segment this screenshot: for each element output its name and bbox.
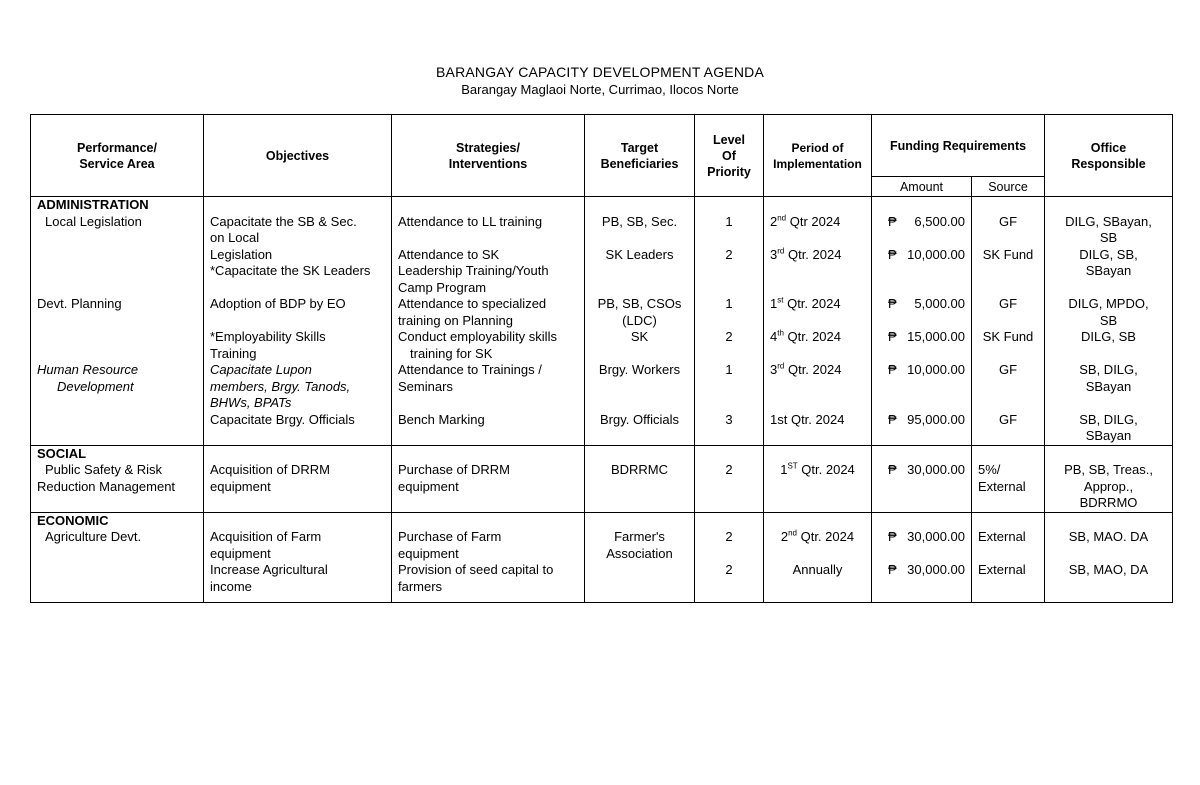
table-row bbox=[31, 562, 1173, 603]
area-cell bbox=[31, 412, 204, 446]
target-cell: Brgy. Officials bbox=[585, 412, 695, 446]
strategy-cell: Attendance to Trainings / Seminars bbox=[392, 362, 585, 412]
section-social: SOCIAL bbox=[37, 445, 87, 461]
area-cell: Devt. Planning bbox=[31, 296, 204, 329]
header-performance: Performance/ Service Area bbox=[31, 115, 204, 197]
priority-cell: 2 bbox=[695, 562, 764, 603]
priority-cell: 2 bbox=[695, 247, 764, 297]
objective-cell: *Employability Skills Training bbox=[204, 329, 392, 362]
office-cell: DILG, SB bbox=[1045, 329, 1173, 362]
priority-cell: 1 bbox=[695, 296, 764, 329]
section-administration: ADMINISTRATION bbox=[37, 197, 149, 212]
target-cell: PB, SB, CSOs (LDC) bbox=[585, 296, 695, 329]
header-period: Period of Implementation bbox=[764, 115, 872, 197]
objective-cell: Acquisition of Farm equipment bbox=[204, 512, 392, 562]
office-cell: DILG, SBayan, SB bbox=[1045, 197, 1173, 247]
table-row bbox=[31, 512, 1173, 562]
header-amount: Amount bbox=[872, 177, 972, 197]
period-cell: 2nd Qtr. 2024 bbox=[764, 512, 872, 562]
document-header bbox=[0, 64, 1200, 97]
source-cell: External bbox=[972, 562, 1045, 603]
amount-cell: ₱ 30,000.00 bbox=[872, 445, 972, 512]
target-cell: SK Leaders bbox=[585, 247, 695, 297]
office-cell: DILG, MPDO, SB bbox=[1045, 296, 1173, 329]
strategy-cell: Bench Marking bbox=[392, 412, 585, 446]
area-cell: ECONOMIC Agriculture Devt. bbox=[31, 512, 204, 562]
agenda-table bbox=[30, 114, 1173, 603]
area-cell: ADMINISTRATION Local Legislation bbox=[31, 197, 204, 247]
priority-cell: 3 bbox=[695, 412, 764, 446]
objective-cell: Acquisition of DRRM equipment bbox=[204, 445, 392, 512]
office-cell: SB, DILG, SBayan bbox=[1045, 412, 1173, 446]
priority-cell: 2 bbox=[695, 445, 764, 512]
office-cell: PB, SB, Treas., Approp., BDRRMO bbox=[1045, 445, 1173, 512]
amount-cell: ₱ 5,000.00 bbox=[872, 296, 972, 329]
amount-cell: ₱ 10,000.00 bbox=[872, 362, 972, 412]
strategy-cell: Attendance to LL training bbox=[392, 197, 585, 247]
header-priority: Level Of Priority bbox=[695, 115, 764, 197]
area-cell bbox=[31, 329, 204, 362]
period-cell: 3rd Qtr. 2024 bbox=[764, 362, 872, 412]
objective-cell: Capacitate Brgy. Officials bbox=[204, 412, 392, 446]
period-cell: 4th Qtr. 2024 bbox=[764, 329, 872, 362]
objective-cell: Capacitate Lupon members, Brgy. Tanods, BHWs, BPATs bbox=[204, 362, 392, 412]
table-row bbox=[31, 247, 1173, 297]
table-row bbox=[31, 445, 1173, 512]
amount-cell: ₱ 10,000.00 bbox=[872, 247, 972, 297]
period-cell: Annually bbox=[764, 562, 872, 603]
objective-cell: Increase Agricultural income bbox=[204, 562, 392, 603]
office-cell: SB, MAO. DA bbox=[1045, 512, 1173, 562]
table-row bbox=[31, 197, 1173, 247]
priority-cell: 2 bbox=[695, 512, 764, 562]
document-subtitle: Barangay Maglaoi Norte, Currimao, Ilocos Norte bbox=[461, 82, 739, 97]
area-cell: SOCIAL Public Safety & Risk Reduction Management bbox=[31, 445, 204, 512]
amount-cell: ₱ 30,000.00 bbox=[872, 562, 972, 603]
amount-cell: ₱ 30,000.00 bbox=[872, 512, 972, 562]
strategy-cell: Attendance to SK Leadership Training/Youth Camp Program bbox=[392, 247, 585, 297]
target-cell: Brgy. Workers bbox=[585, 362, 695, 412]
office-cell: SB, DILG, SBayan bbox=[1045, 362, 1173, 412]
target-cell: PB, SB, Sec. bbox=[585, 197, 695, 247]
strategy-cell: Attendance to specialized training on Planning bbox=[392, 296, 585, 329]
target-cell: Farmer's Association bbox=[585, 512, 695, 562]
source-cell: GF bbox=[972, 362, 1045, 412]
header-target: Target Beneficiaries bbox=[585, 115, 695, 197]
source-cell: SK Fund bbox=[972, 247, 1045, 297]
strategy-cell: Purchase of DRRM equipment bbox=[392, 445, 585, 512]
period-cell: 3rd Qtr. 2024 bbox=[764, 247, 872, 297]
source-cell: GF bbox=[972, 296, 1045, 329]
table-row bbox=[31, 362, 1173, 412]
strategy-cell: Purchase of Farm equipment bbox=[392, 512, 585, 562]
office-cell: SB, MAO, DA bbox=[1045, 562, 1173, 603]
target-cell bbox=[585, 562, 695, 603]
area-cell bbox=[31, 247, 204, 297]
section-economic: ECONOMIC bbox=[37, 512, 109, 528]
header-office: Office Responsible bbox=[1045, 115, 1173, 197]
amount-cell: ₱ 15,000.00 bbox=[872, 329, 972, 362]
strategy-cell: Provision of seed capital to farmers bbox=[392, 562, 585, 603]
priority-cell: 1 bbox=[695, 362, 764, 412]
period-cell: 1ST Qtr. 2024 bbox=[764, 445, 872, 512]
office-cell: DILG, SB, SBayan bbox=[1045, 247, 1173, 297]
source-cell: GF bbox=[972, 412, 1045, 446]
priority-cell: 2 bbox=[695, 329, 764, 362]
source-cell: GF bbox=[972, 197, 1045, 247]
target-cell: BDRRMC bbox=[585, 445, 695, 512]
table-row bbox=[31, 296, 1173, 329]
period-cell: 2nd Qtr 2024 bbox=[764, 197, 872, 247]
header-funding: Funding Requirements bbox=[872, 115, 1045, 177]
amount-cell: ₱ 95,000.00 bbox=[872, 412, 972, 446]
table-row bbox=[31, 412, 1173, 446]
area-cell bbox=[31, 562, 204, 603]
source-cell: 5%/ External bbox=[972, 445, 1045, 512]
strategy-cell: Conduct employability skills training for SK bbox=[392, 329, 585, 362]
period-cell: 1st Qtr. 2024 bbox=[764, 296, 872, 329]
target-cell: SK bbox=[585, 329, 695, 362]
amount-cell: ₱ 6,500.00 bbox=[872, 197, 972, 247]
objective-cell: Legislation *Capacitate the SK Leaders bbox=[204, 247, 392, 297]
header-source: Source bbox=[972, 177, 1045, 197]
source-cell: External bbox=[972, 512, 1045, 562]
period-cell: 1st Qtr. 2024 bbox=[764, 412, 872, 446]
source-cell: SK Fund bbox=[972, 329, 1045, 362]
objective-cell: Capacitate the SB & Sec. on Local bbox=[204, 197, 392, 247]
table-row bbox=[31, 329, 1173, 362]
objective-cell: Adoption of BDP by EO bbox=[204, 296, 392, 329]
area-cell: Human Resource Development bbox=[31, 362, 204, 412]
document-title: BARANGAY CAPACITY DEVELOPMENT AGENDA bbox=[436, 64, 764, 80]
header-strategies: Strategies/ Interventions bbox=[392, 115, 585, 197]
priority-cell: 1 bbox=[695, 197, 764, 247]
header-objectives: Objectives bbox=[204, 115, 392, 197]
